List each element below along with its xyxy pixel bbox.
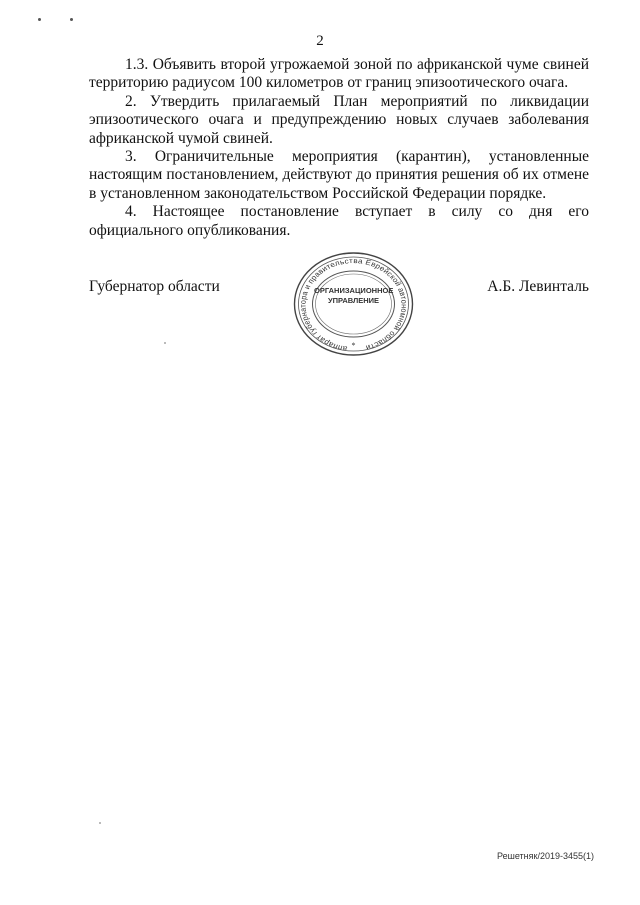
scan-speck (99, 822, 101, 824)
official-stamp (286, 247, 421, 362)
scan-mark (38, 18, 41, 21)
page-number: 2 (316, 33, 324, 49)
paragraph-3: 3. Ограничительные мероприятия (карантин), установленные настоящим постановлением, действуют до принятия решения об их отмене в установленном законодательством Российской Федерации порядке. (89, 148, 589, 202)
scan-speck (164, 342, 166, 344)
paragraph-1-3: 1.3. Объявить второй угрожаемой зоной по африканской чуме свиней территорию радиусом 100 километров от границ эпизоотического очага. (89, 56, 589, 92)
paragraph-4: 4. Настоящее постановление вступает в силу со дня его официального опубликования. (89, 203, 589, 239)
stamp-center-line1: ОРГАНИЗАЦИОННОЕ (314, 286, 394, 295)
stamp-center-line2: УПРАВЛЕНИЕ (327, 296, 380, 305)
paragraph-2: 2. Утвердить прилагаемый План мероприятий по ликвидации эпизоотического очага и предупреждению новых случаев заболевания африканской чумой свиней. (89, 92, 589, 147)
signer-name: А.Б. Левинталь (487, 278, 589, 295)
scan-mark (70, 18, 73, 21)
svg-text:*: * (351, 341, 356, 350)
document-body (89, 56, 589, 240)
signer-title: Губернатор области (89, 278, 220, 295)
stamp-ring-text: аппарат губернатора и правительства Еврейской автономной области (298, 256, 410, 354)
stamp-center (314, 286, 393, 318)
document-code: Решетняк/2019-3455(1) (497, 851, 594, 861)
